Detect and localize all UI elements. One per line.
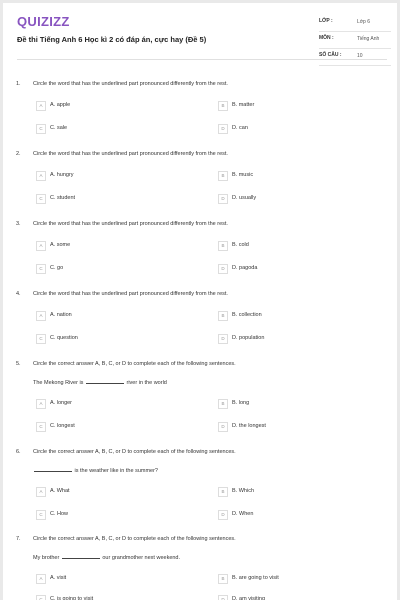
meta-row-subject [319,32,391,49]
option-text: D. When [232,511,254,517]
option-letter: B [218,574,228,584]
question-sentence [33,466,158,474]
option-text: A. nation [50,312,72,318]
question-number: 4. [16,291,21,297]
option-letter: C [36,334,46,344]
meta-value: Tiếng Anh [357,36,380,42]
option-letter: B [218,171,228,181]
sentence-end: is the weather like in the summer? [74,468,158,474]
option-text: D. population [232,335,265,341]
option-text: B. matter [232,102,255,108]
quizizz-logo: QUIZIZZ [17,14,70,29]
sentence-start: The Mekong River is [33,380,84,386]
answer-blank [86,378,124,384]
question-text: Circle the correct answer A, B, C, or D to complete each of the following sentences. [33,449,236,455]
meta-value: Lớp 6 [357,19,371,25]
option-text: C. student [50,195,76,201]
option-text: D. usually [232,195,257,201]
question-number: 6. [16,449,21,455]
option-text: B. cold [232,242,249,248]
sentence-end: our grandmother next weekend. [102,555,181,561]
question-sentence [33,553,180,561]
option-letter: D [218,510,228,520]
option-text: D. the longest [232,423,266,429]
option-letter: C [36,422,46,432]
header-divider [17,59,387,60]
option-letter: D [218,124,228,134]
option-text: B. Which [232,488,255,494]
option-letter: B [218,487,228,497]
option-text: C. longest [50,423,75,429]
option-text: C. How [50,511,69,517]
option-text: C. go [50,265,64,271]
option-letter: D [218,595,228,600]
question-text: Circle the word that has the underlined part pronounced differently from the rest. [33,221,228,227]
option-letter: D [218,334,228,344]
question-text: Circle the correct answer A, B, C, or D to complete each of the following sentences. [33,361,236,367]
option-letter: B [218,311,228,321]
option-letter: B [218,241,228,251]
page-title: Đề thi Tiếng Anh 6 Học kì 2 có đáp án, cực hay (Đề 5) [17,35,207,44]
option-text: C. sale [50,125,68,131]
option-text: C. question [50,335,78,341]
option-letter: C [36,595,46,600]
option-letter: C [36,264,46,274]
option-letter: B [218,399,228,409]
option-text: D. am visiting [232,596,266,600]
option-letter: D [218,194,228,204]
option-text: B. are going to visit [232,575,279,581]
question-number: 1. [16,81,21,87]
option-letter: A [36,399,46,409]
option-text: D. pagoda [232,265,258,271]
question-text: Circle the correct answer A, B, C, or D to complete each of the following sentences. [33,536,236,542]
question-number: 7. [16,536,21,542]
option-letter: A [36,574,46,584]
option-letter: A [36,311,46,321]
meta-label: LỚP : [319,18,333,24]
answer-blank [62,553,100,559]
option-text: A. What [50,488,70,494]
option-text: A. longer [50,400,73,406]
option-letter: A [36,487,46,497]
sentence-end: river in the world [126,380,167,386]
option-letter: A [36,101,46,111]
meta-label: SỐ CÂU : [319,52,342,58]
meta-row-class [319,15,391,32]
option-text: B. collection [232,312,262,318]
option-text: B. long [232,400,250,406]
option-text: C. is going to visit [50,596,94,600]
option-text: A. some [50,242,71,248]
question-sentence [33,378,167,386]
worksheet-page [3,3,397,600]
answer-blank [34,466,72,472]
question-text: Circle the word that has the underlined part pronounced differently from the rest. [33,291,228,297]
question-number: 5. [16,361,21,367]
option-text: B. music [232,172,254,178]
option-text: A. apple [50,102,71,108]
option-text: A. hungry [50,172,74,178]
option-letter: A [36,241,46,251]
option-letter: C [36,510,46,520]
sentence-start: My brother [33,555,60,561]
meta-label: MÔN : [319,35,334,41]
question-text: Circle the word that has the underlined part pronounced differently from the rest. [33,81,228,87]
question-text: Circle the word that has the underlined part pronounced differently from the rest. [33,151,228,157]
option-text: A. visit [50,575,67,581]
option-letter: A [36,171,46,181]
option-letter: D [218,422,228,432]
option-letter: C [36,124,46,134]
option-text: D. can [232,125,248,131]
meta-row-count [319,49,391,66]
question-number: 2. [16,151,21,157]
option-letter: B [218,101,228,111]
option-letter: D [218,264,228,274]
question-number: 3. [16,221,21,227]
meta-value: 10 [357,53,363,59]
option-letter: C [36,194,46,204]
